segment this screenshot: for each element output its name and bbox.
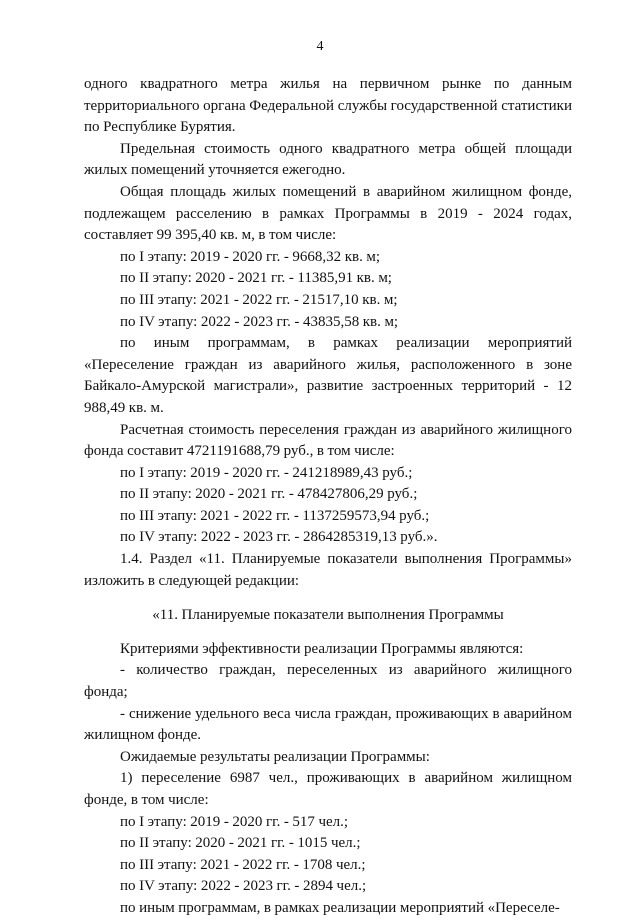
body-paragraph: Предельная стоимость одного квадратного метра общей площади жилых помещений уточняется ежегодно. bbox=[84, 140, 572, 179]
body-paragraph: - количество граждан, переселенных из аварийного жилищного фонда; bbox=[84, 662, 572, 701]
document-body bbox=[84, 74, 572, 920]
body-paragraph: по иным программам, в рамках реализации мероприятий «Переселение граждан из аварийного жилья, расположенного в зоне Байкало-Амурской магистрали», развитие застроенных территорий - 12 988,49 кв. м. bbox=[84, 335, 572, 416]
body-paragraph: по IV этапу: 2022 - 2023 гг. - 2864285319,13 руб.». bbox=[120, 529, 438, 546]
body-paragraph: Расчетная стоимость переселения граждан из аварийного жилищного фонда составит 4721191688,79 руб., в том числе: bbox=[84, 421, 572, 460]
body-paragraph: 1.4. Раздел «11. Планируемые показатели выполнения Программы» изложить в следующей редакции: bbox=[84, 551, 572, 589]
body-paragraph: Критериями эффективности реализации Программы являются: bbox=[120, 640, 524, 657]
body-paragraph: по II этапу: 2020 - 2021 гг. - 11385,91 кв. м; bbox=[120, 270, 392, 287]
body-paragraph: по II этапу: 2020 - 2021 гг. - 1015 чел.; bbox=[120, 835, 361, 852]
page-number: 4 bbox=[316, 39, 324, 54]
body-paragraph: - снижение удельного веса числа граждан, проживающих в аварийном жилищном фонде. bbox=[84, 705, 572, 744]
body-paragraph: по иным программам, в рамках реализации мероприятий «Переселе- bbox=[120, 899, 560, 916]
body-paragraph: по III этапу: 2021 - 2022 гг. - 21517,10 кв. м; bbox=[120, 291, 398, 308]
body-paragraph: по I этапу: 2019 - 2020 гг. - 241218989,43 руб.; bbox=[120, 464, 413, 481]
body-paragraph: Ожидаемые результаты реализации Программы: bbox=[120, 748, 430, 765]
body-paragraph: по I этапу: 2019 - 2020 гг. - 9668,32 кв. м; bbox=[120, 248, 381, 265]
body-paragraph: одного квадратного метра жилья на первичном рынке по данным территориального органа Федеральной службы государственной статистики по Республике Бурятия. bbox=[84, 76, 572, 136]
body-paragraph: по IV этапу: 2022 - 2023 гг. - 2894 чел.; bbox=[120, 878, 367, 895]
body-paragraph: по I этапу: 2019 - 2020 гг. - 517 чел.; bbox=[120, 813, 349, 830]
body-paragraph: по IV этапу: 2022 - 2023 гг. - 43835,58 кв. м; bbox=[120, 313, 399, 330]
body-paragraph: по III этапу: 2021 - 2022 гг. - 1708 чел.; bbox=[120, 856, 366, 873]
body-paragraph: 1) переселение 6987 чел., проживающих в аварийном жилищном фонде, в том числе: bbox=[84, 770, 572, 808]
body-paragraph: по II этапу: 2020 - 2021 гг. - 478427806,29 руб.; bbox=[120, 486, 418, 503]
section-heading: «11. Планируемые показатели выполнения Программы bbox=[152, 606, 504, 623]
body-paragraph: Общая площадь жилых помещений в аварийном жилищном фонде, подлежащем расселению в рамках Программы в 2019 - 2024 годах, составляет 99 395,40 кв. м, в том числе: bbox=[84, 183, 572, 244]
body-paragraph: по III этапу: 2021 - 2022 гг. - 1137259573,94 руб.; bbox=[120, 507, 430, 524]
